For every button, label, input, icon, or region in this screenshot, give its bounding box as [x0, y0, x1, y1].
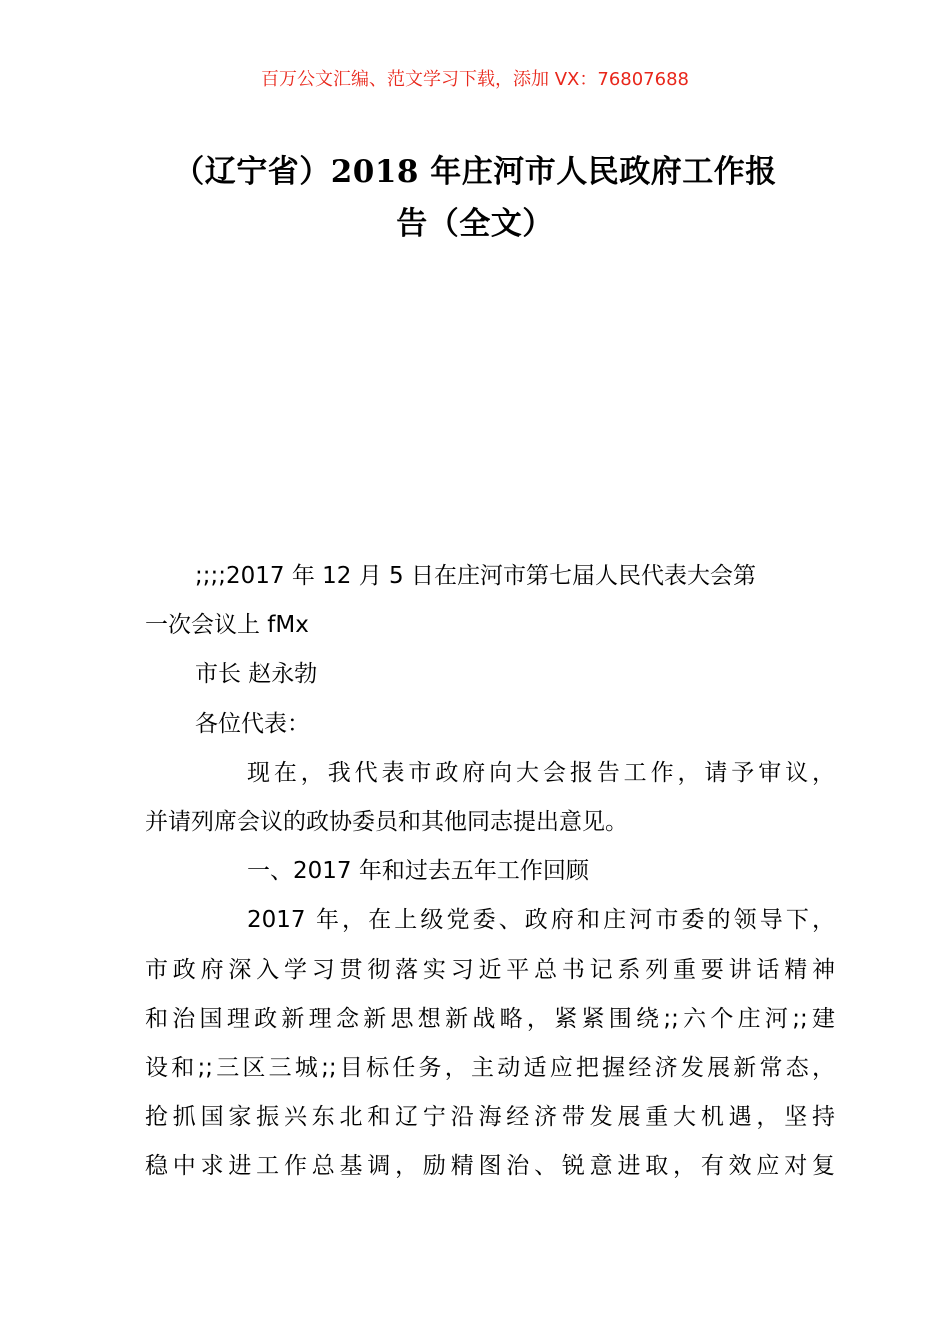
speaker-line: 市长 赵永勃: [195, 661, 318, 688]
paragraph-line: 市政府深入学习贯彻落实习近平总书记系列重要讲话精神: [145, 956, 835, 983]
document-body: [145, 552, 835, 1191]
title-line-2: 告（全文）: [396, 206, 554, 242]
paragraph-line: 抢抓国家振兴东北和辽宁沿海经济带发展重大机遇，坚持: [145, 1104, 835, 1131]
title-line-1: （辽宁省）2018 年庄河市人民政府工作报: [173, 154, 777, 190]
paragraph-line: 和治国理政新理念新思想新战略，紧紧围绕;;六个庄河;;建: [145, 1005, 835, 1032]
paragraph-line: 并请列席会议的政协委员和其他同志提出意见。: [145, 808, 628, 835]
paragraph-line: 稳中求进工作总基调，励精图治、锐意进取，有效应对复: [145, 1153, 835, 1180]
salutation-line: 各位代表：: [195, 710, 310, 737]
paragraph-line: 设和;;三区三城;;目标任务，主动适应把握经济发展新常态，: [145, 1054, 835, 1081]
paragraph-line: 现在，我代表市政府向大会报告工作，请予审议，: [247, 759, 835, 786]
meeting-info-line: ;;;;2017 年 12 月 5 日在庄河市第七届人民代表大会第: [195, 563, 756, 589]
document-title: [120, 146, 830, 250]
paragraph-line: 2017 年，在上级党委、政府和庄河市委的领导下，: [247, 907, 835, 934]
section-heading: 一、2017 年和过去五年工作回顾: [247, 858, 589, 885]
promo-header: 百万公文汇编、范文学习下载，添加 VX：76807688: [261, 69, 689, 90]
meeting-info-line-cont: 一次会议上 fMx: [145, 612, 309, 639]
